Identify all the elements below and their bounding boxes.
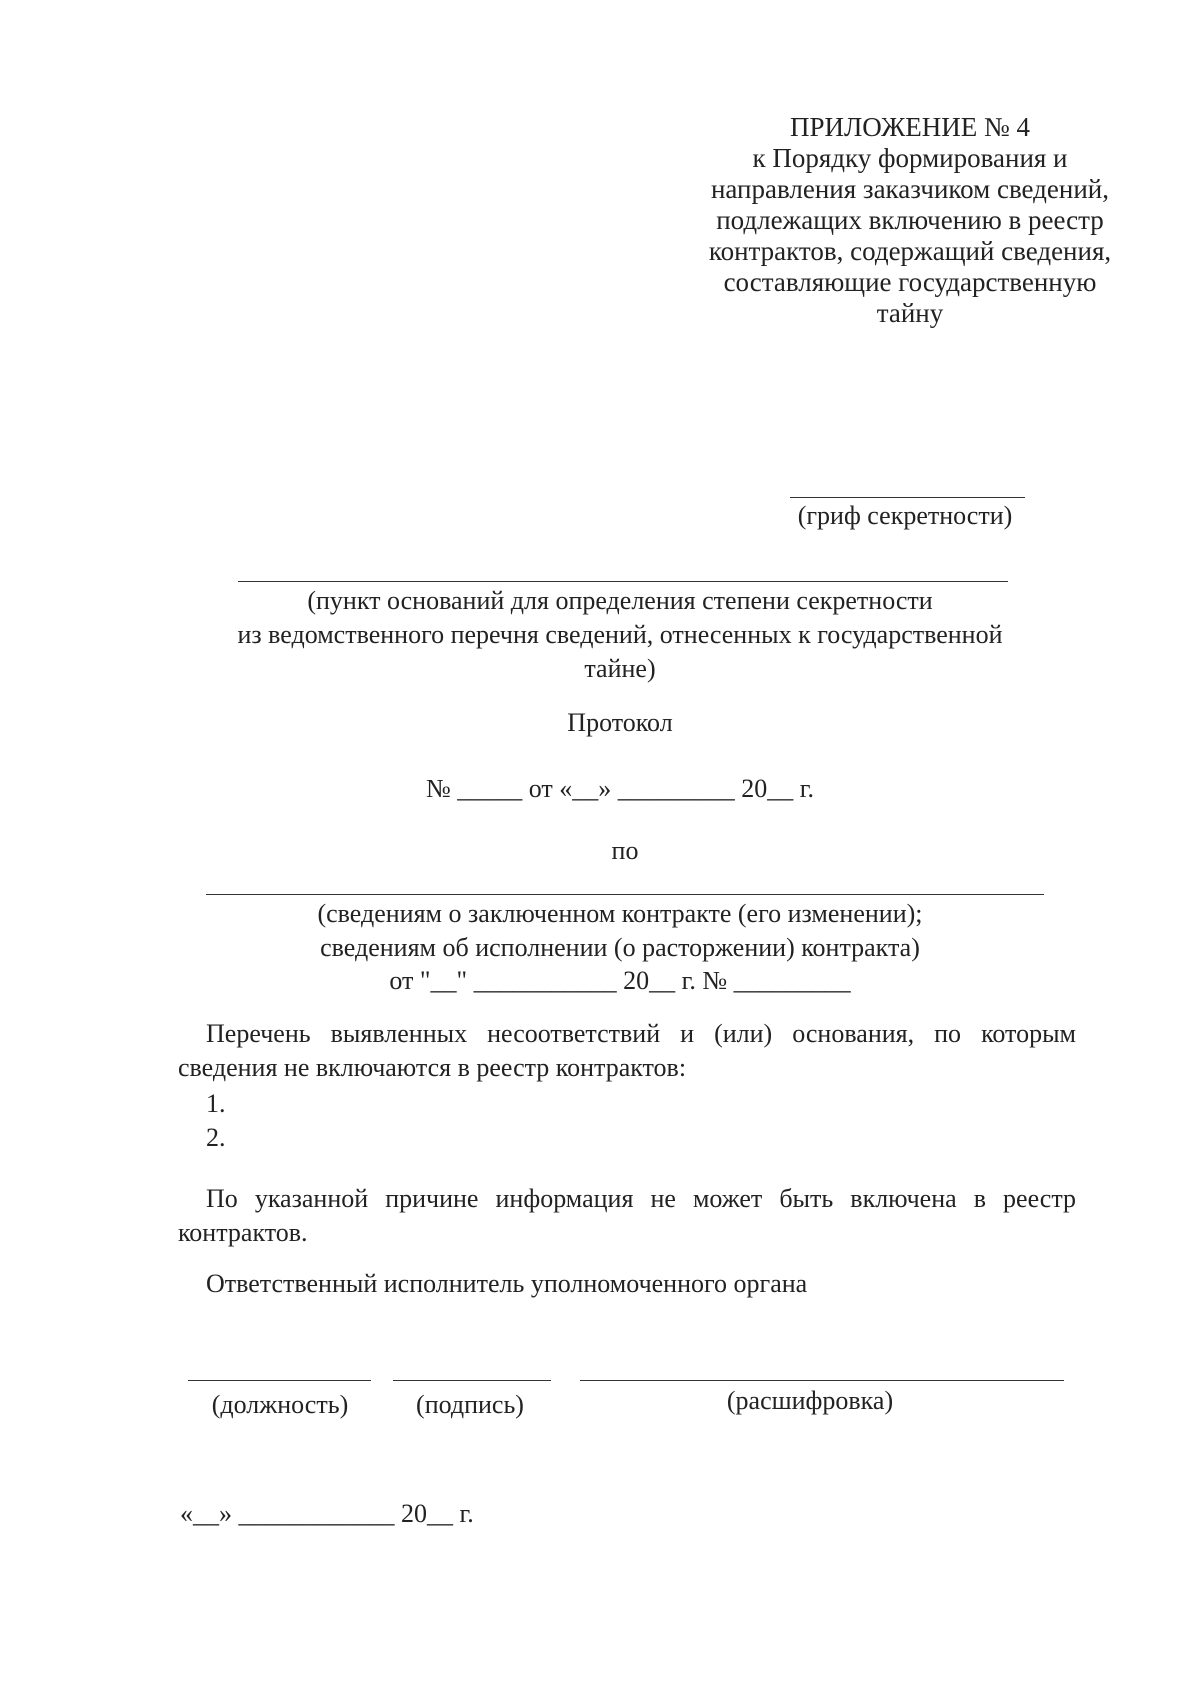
position-blank-line	[188, 1380, 371, 1381]
appendix-line-4: контрактов, содержащий сведения,	[708, 236, 1112, 266]
appendix-line-5: составляющие государственную	[723, 267, 1097, 297]
responsible-label: Ответственный исполнитель уполномоченного органа	[206, 1269, 808, 1298]
list-intro-line-2: сведения не включаются в реестр контрактов:	[178, 1053, 687, 1082]
position-caption: (должность)	[211, 1390, 349, 1419]
appendix-line-6: тайну	[876, 298, 944, 328]
subject-blank-line	[206, 894, 1044, 895]
subject-caption	[240, 897, 1000, 965]
protocol-po: по	[611, 836, 639, 865]
reason-line-2: контрактов.	[178, 1218, 308, 1247]
appendix-title: ПРИЛОЖЕНИЕ № 4	[789, 112, 1031, 142]
list-item-2: 2.	[206, 1123, 226, 1152]
basis-line-3: тайне)	[584, 654, 656, 683]
decoding-blank-line	[580, 1380, 1064, 1381]
date-line: «__» ____________ 20__ г.	[180, 1499, 474, 1528]
basis-line-2: из ведомственного перечня сведений, отнесенных к государственной	[237, 620, 1003, 649]
appendix-line-1: к Порядку формирования и	[752, 143, 1068, 173]
decoding-caption: (расшифровка)	[726, 1386, 894, 1415]
protocol-number-line: № _____ от «__» _________ 20__ г.	[425, 774, 815, 803]
basis-line-1: (пункт оснований для определения степени секретности	[307, 586, 933, 615]
basis-blank-line	[238, 581, 1008, 582]
reason-line-1: По указанной причине информация не может быть включена в реестр	[206, 1184, 1076, 1213]
secrecy-caption: (гриф секретности)	[797, 501, 1013, 530]
protocol-title: Протокол	[567, 708, 673, 737]
subject-line-1: (сведениям о заключенном контракте (его изменении);	[317, 899, 923, 928]
signature-blank-line	[393, 1380, 551, 1381]
list-intro-line-1: Перечень выявленных несоответствий и (или) основания, по которым	[206, 1019, 1076, 1048]
list-item-1: 1.	[206, 1089, 226, 1118]
appendix-line-2: направления заказчиком сведений,	[710, 174, 1109, 204]
subject-line-2: сведениям об исполнении (о расторжении) контракта)	[320, 933, 920, 962]
appendix-line-3: подлежащих включению в реестр	[716, 205, 1104, 235]
subject-date-line: от "__" ___________ 20__ г. № _________	[389, 966, 851, 995]
appendix-header	[680, 112, 1140, 329]
basis-caption	[160, 584, 1080, 686]
signature-caption: (подпись)	[416, 1390, 524, 1419]
secrecy-blank-line	[790, 497, 1025, 498]
